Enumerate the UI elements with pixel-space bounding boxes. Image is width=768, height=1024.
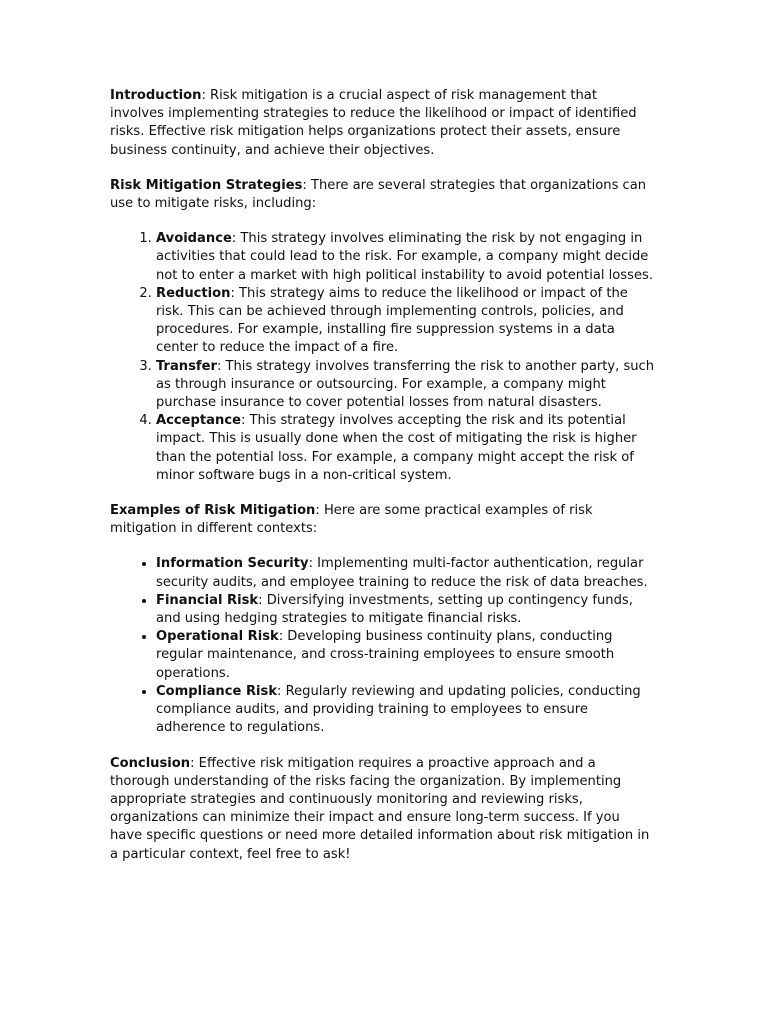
example-term: Operational Risk (156, 629, 279, 645)
list-item (156, 230, 655, 285)
list-item (156, 412, 655, 485)
strategy-text: : This strategy aims to reduce the likelihood or impact of the risk. This can be achieved through implementing controls, policies, and procedures. For example, installing fire suppression systems in a data center to reduce the impact of a fire. (156, 285, 628, 356)
strategies-paragraph (110, 177, 655, 213)
intro-heading: Introduction (110, 88, 202, 103)
list-item (156, 285, 655, 358)
list-item (156, 592, 655, 628)
example-term: Financial Risk (156, 592, 259, 608)
example-term: Compliance Risk (156, 683, 278, 699)
strategies-heading: Risk Mitigation Strategies (110, 177, 303, 193)
examples-paragraph (110, 502, 655, 538)
intro-text: : Risk mitigation is a crucial aspect of risk management that involves implementing strategies to reduce the likelihood or impact of identified risks. Effective risk mitigation helps organizations protect their assets, ensure business continuity, and achieve their objectives. (110, 88, 637, 158)
example-text: : Diversifying investments, setting up contingency funds, and using hedging strategies to mitigate financial risks. (156, 592, 633, 627)
examples-heading: Examples of Risk Mitigation (110, 503, 316, 519)
list-item (156, 683, 655, 738)
examples-list (110, 555, 655, 737)
example-text: : Developing business continuity plans, conducting regular maintenance, and cross-training employees to ensure smooth operations. (156, 629, 615, 681)
list-item (156, 555, 655, 591)
strategy-text: : This strategy involves accepting the risk and its potential impact. This is usually done when the cost of mitigating the risk is higher than the potential loss. For example, a company might accept the risk of minor software bugs in a non-critical system. (156, 413, 637, 483)
example-term: Information Security (156, 556, 309, 572)
strategy-term: Avoidance (156, 231, 232, 247)
strategy-term: Acceptance (156, 413, 241, 429)
strategies-list (110, 230, 655, 485)
conclusion-heading: Conclusion (110, 755, 191, 771)
strategy-term: Transfer (156, 358, 217, 374)
list-item (156, 358, 655, 413)
conclusion-paragraph (110, 755, 655, 864)
example-text: : Implementing multi-factor authentication, regular security audits, and employee training to reduce the risk of data breaches. (156, 556, 648, 590)
list-item (156, 628, 655, 683)
document-page (110, 87, 655, 881)
examples-text: : Here are some practical examples of risk mitigation in different contexts: (110, 503, 593, 537)
example-text: : Regularly reviewing and updating policies, conducting compliance audits, and providing training to employees to ensure adherence to regulations. (156, 683, 641, 736)
strategies-text: : There are several strategies that organizations can use to mitigate risks, including: (110, 177, 647, 212)
strategy-text: : This strategy involves transferring the risk to another party, such as through insurance or outsourcing. For example, a company might purchase insurance to cover potential losses from natural disasters. (156, 358, 655, 411)
conclusion-text: : Effective risk mitigation requires a proactive approach and a thorough understanding of the risks facing the organization. By implementing appropriate strategies and continuously monitoring and reviewing risks, organizations can minimize their impact and ensure long-term success. If you have specific questions or need more detailed information about risk mitigation in a particular context, feel free to ask! (110, 755, 650, 862)
strategy-text: : This strategy involves eliminating the risk by not engaging in activities that could lead to the risk. For example, a company might decide not to enter a market with high political instability to avoid potential losses. (156, 231, 653, 283)
strategy-term: Reduction (156, 285, 231, 301)
intro-paragraph (110, 87, 655, 160)
